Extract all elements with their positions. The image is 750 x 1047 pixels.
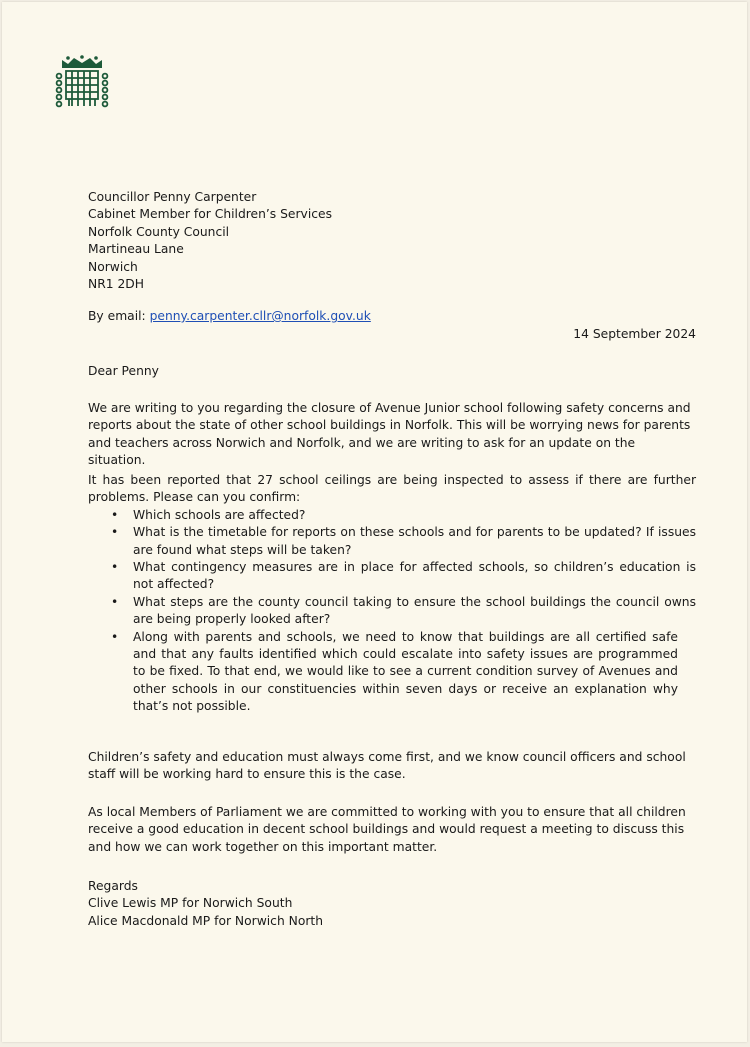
question-text: What is the timetable for reports on these schools and for parents to be updated? If issues are found what steps will be taken?	[133, 525, 696, 557]
body-paragraph-2	[88, 472, 696, 716]
body-paragraph-1: We are writing to you regarding the closure of Avenue Junior school following safety concerns and reports about the state of other school buildings in Norfolk. This will be worrying news for parents and teachers across Norwich and Norfolk, and we are writing to ask for an update on the situation.	[88, 401, 691, 468]
list-item	[111, 507, 696, 524]
bullet: •	[111, 525, 119, 540]
questions-intro: It has been reported that 27 school ceilings are being inspected to assess if there are further problems. Please can you confirm:	[88, 473, 696, 505]
bullet: •	[111, 594, 119, 609]
letter-page	[2, 2, 747, 1042]
signatory: Alice Macdonald MP for Norwich North	[88, 913, 324, 928]
bullet: •	[111, 560, 119, 575]
closing: Regards	[88, 879, 138, 893]
address-line: Norfolk County Council	[88, 224, 230, 239]
list-item	[111, 594, 696, 629]
recipient-address	[88, 189, 696, 293]
question-text: Along with parents and schools, we need to know that buildings are all certified safe and that any faults identified which could escalate into safety issues are programmed to be fixed. To that end, we would like to see a current condition survey of Avenues and other schools in our constituencies within seven days or receive an explanation why that’s not possible.	[133, 629, 678, 714]
body-paragraph-3: Children’s safety and education must always come first, and we know council officers and school staff will be working hard to ensure this is the case.	[88, 750, 686, 782]
bullet: •	[111, 629, 119, 644]
bullet: •	[111, 507, 119, 522]
signoff	[88, 878, 696, 930]
question-text: What steps are the county council taking to ensure the school buildings the council owns are being properly looked after?	[133, 594, 696, 627]
recipient-email-link[interactable]: penny.carpenter.cllr@norfolk.gov.uk	[149, 309, 371, 323]
delivery-line	[88, 308, 696, 325]
list-item	[111, 629, 696, 716]
address-line: Martineau Lane	[88, 242, 184, 257]
address-line: Cabinet Member for Children’s Services	[88, 207, 332, 222]
question-text: Which schools are affected?	[133, 507, 306, 522]
address-line: NR1 2DH	[88, 277, 145, 292]
address-line: Councillor Penny Carpenter	[88, 190, 257, 204]
letter-date: 14 September 2024	[573, 327, 696, 341]
list-item	[111, 524, 696, 559]
delivery-label: By email:	[88, 309, 150, 323]
signatory: Clive Lewis MP for Norwich South	[88, 896, 293, 911]
address-line: Norwich	[88, 259, 138, 274]
questions-list	[88, 507, 696, 716]
portcullis-crest-icon	[54, 54, 110, 118]
question-text: What contingency measures are in place for affected schools, so children’s education is not affected?	[133, 560, 696, 592]
salutation: Dear Penny	[88, 364, 159, 378]
list-item	[111, 559, 696, 594]
body-paragraph-4: As local Members of Parliament we are committed to working with you to ensure that all children receive a good education in decent school buildings and would request a meeting to discuss this and how we can work together on this important matter.	[88, 805, 686, 854]
